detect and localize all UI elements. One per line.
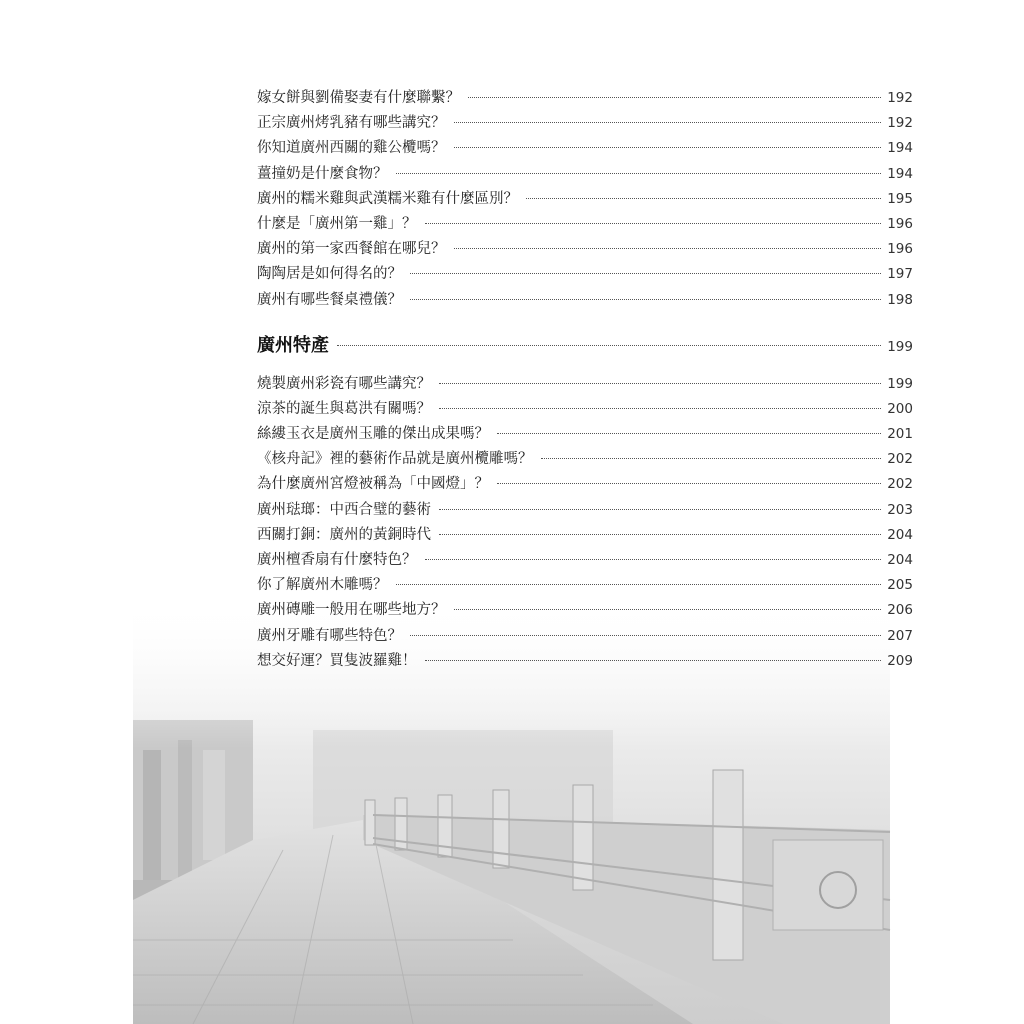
toc-entry-title: 你知道廣州西關的雞公欖嗎？ <box>257 140 446 157</box>
toc-entry <box>257 624 913 649</box>
dot-leader <box>337 345 881 346</box>
toc-entry-title: 廣州磚雕一般用在哪些地方？ <box>257 602 446 619</box>
toc-entry-title: 廣州有哪些餐桌禮儀？ <box>257 291 402 308</box>
dot-leader <box>439 408 881 409</box>
toc-entry <box>257 472 913 497</box>
dot-leader <box>425 660 882 661</box>
dot-leader <box>425 223 882 224</box>
toc-entry-title: 絲縷玉衣是廣州玉雕的傑出成果嗎？ <box>257 426 489 443</box>
toc-entry-title: 什麼是「廣州第一雞」？ <box>257 215 417 232</box>
toc-entry-title: 廣州檀香扇有什麼特色？ <box>257 552 417 568</box>
toc-entry-page: 195 <box>887 190 913 207</box>
toc-entry-page: 196 <box>887 241 913 258</box>
toc-entry <box>257 498 913 523</box>
toc-entry-page: 206 <box>887 602 913 619</box>
toc-entry <box>257 447 913 472</box>
dot-leader <box>541 458 882 459</box>
toc-entry-title: 想交好運？買隻波羅雞！ <box>257 652 417 669</box>
toc-entry-title: 《核舟記》裡的藝術作品就是廣州欖雕嗎？ <box>257 451 533 468</box>
table-of-contents <box>257 86 913 674</box>
toc-entry-title: 西關打銅：廣州的黃銅時代 <box>257 526 431 543</box>
toc-entry <box>257 573 913 598</box>
toc-entry-page: 204 <box>887 526 913 543</box>
dot-leader <box>396 584 882 585</box>
dot-leader <box>425 559 882 560</box>
dot-leader <box>454 122 882 123</box>
toc-entry-title: 廣州牙雕有哪些特色？ <box>257 627 402 644</box>
toc-entry <box>257 136 913 161</box>
dot-leader <box>526 198 881 199</box>
toc-entry-page: 209 <box>887 652 913 669</box>
toc-entry-page: 205 <box>887 577 913 594</box>
dot-leader <box>410 299 881 300</box>
toc-entry-title: 燒製廣州彩瓷有哪些講究？ <box>257 375 431 392</box>
section-page-number: 199 <box>887 338 913 355</box>
toc-entry-title: 薑撞奶是什麼食物？ <box>257 165 388 182</box>
toc-entry <box>257 187 913 212</box>
toc-entry-title: 廣州的糯米雞與武漢糯米雞有什麼區別？ <box>257 190 518 207</box>
toc-entry <box>257 372 913 397</box>
toc-entry <box>257 397 913 422</box>
toc-group-food <box>257 86 913 313</box>
section-heading <box>257 332 913 360</box>
dot-leader <box>454 248 882 249</box>
toc-entry <box>257 86 913 111</box>
toc-entry-page: 202 <box>887 451 913 468</box>
toc-entry-page: 207 <box>887 627 913 644</box>
section-title: 廣州特產 <box>257 334 329 356</box>
toc-entry <box>257 649 913 674</box>
dot-leader <box>497 433 881 434</box>
toc-entry-title: 廣州的第一家西餐館在哪兒？ <box>257 241 446 258</box>
book-page <box>133 0 913 1024</box>
toc-entry-title: 你了解廣州木雕嗎？ <box>257 577 388 594</box>
dot-leader <box>497 483 881 484</box>
dot-leader <box>439 383 881 384</box>
toc-entry <box>257 162 913 187</box>
toc-entry <box>257 548 913 573</box>
toc-entry-title: 廣州琺瑯：中西合璧的藝術 <box>257 501 431 518</box>
toc-entry <box>257 598 913 623</box>
dot-leader <box>439 534 881 535</box>
toc-entry <box>257 288 913 313</box>
toc-entry-page: 199 <box>887 375 913 392</box>
toc-entry-page: 196 <box>887 215 913 232</box>
toc-entry-page: 198 <box>887 291 913 308</box>
dot-leader <box>468 97 881 98</box>
toc-entry-page: 203 <box>887 501 913 518</box>
toc-entry-page: 197 <box>887 266 913 283</box>
toc-entry <box>257 212 913 237</box>
toc-entry-title: 嫁女餅與劉備娶妻有什麼聯繫？ <box>257 90 460 106</box>
toc-entry <box>257 262 913 287</box>
toc-entry <box>257 523 913 548</box>
toc-entry-title: 陶陶居是如何得名的？ <box>257 266 402 283</box>
toc-entry-page: 201 <box>887 426 913 443</box>
toc-group-specialties <box>257 372 913 674</box>
toc-entry-page: 192 <box>887 115 913 132</box>
dot-leader <box>396 173 882 174</box>
dot-leader <box>454 609 882 610</box>
toc-entry-title: 涼茶的誕生與葛洪有關嗎？ <box>257 400 431 417</box>
toc-entry <box>257 422 913 447</box>
dot-leader <box>410 273 881 274</box>
toc-entry-title: 為什麼廣州宮燈被稱為「中國燈」？ <box>257 476 489 493</box>
dot-leader <box>439 509 881 510</box>
toc-entry-page: 200 <box>887 400 913 417</box>
toc-entry-page: 202 <box>887 476 913 493</box>
toc-entry-page: 192 <box>887 90 913 106</box>
dot-leader <box>454 147 882 148</box>
toc-entry-page: 204 <box>887 552 913 568</box>
toc-entry <box>257 237 913 262</box>
toc-entry-page: 194 <box>887 165 913 182</box>
toc-entry <box>257 111 913 136</box>
toc-entry-page: 194 <box>887 140 913 157</box>
toc-entry-title: 正宗廣州烤乳豬有哪些講究？ <box>257 115 446 132</box>
dot-leader <box>410 635 881 636</box>
